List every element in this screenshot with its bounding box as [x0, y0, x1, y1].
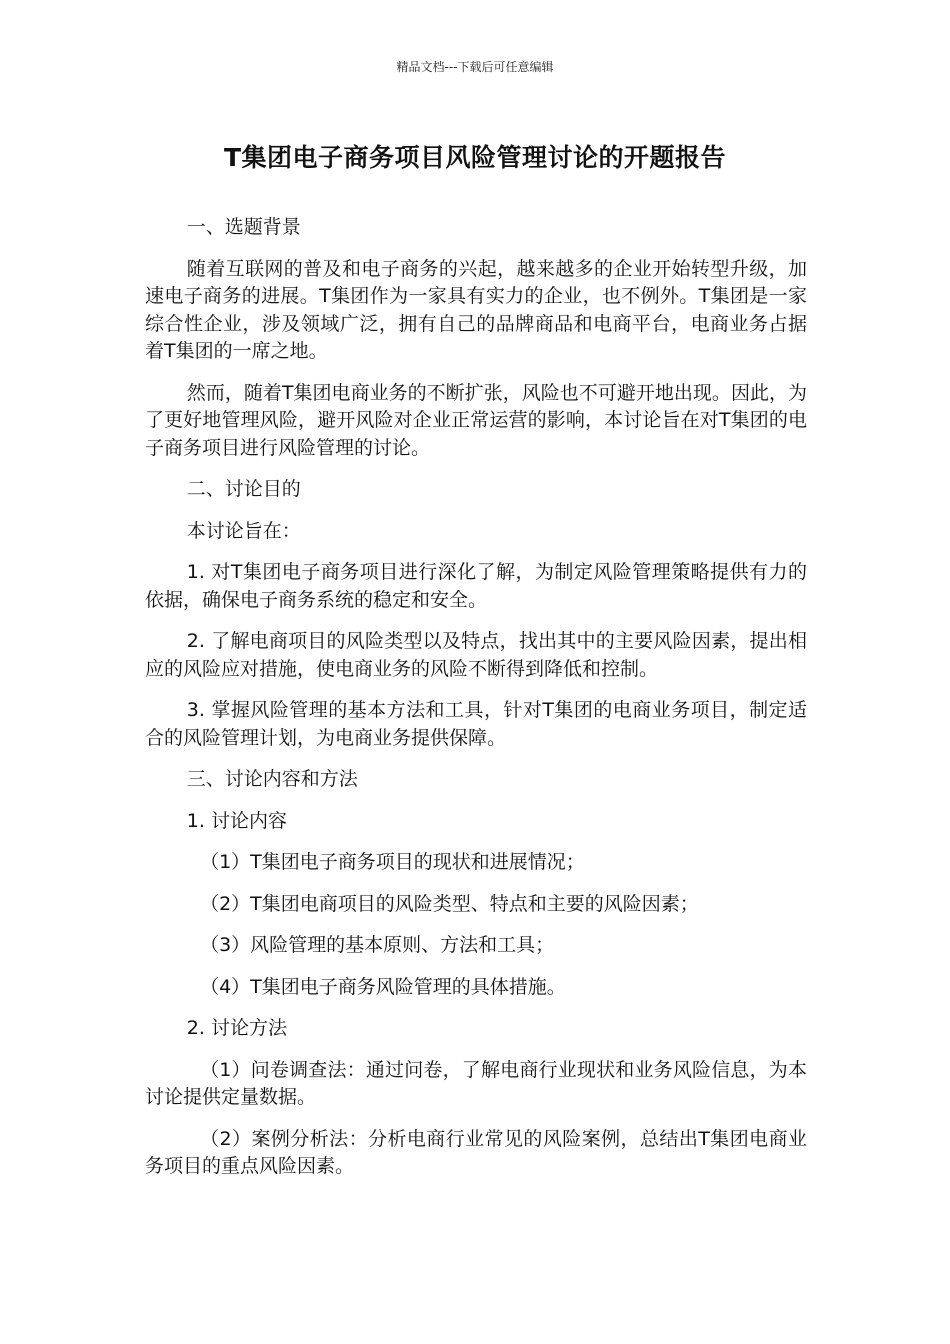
list-item-content-4: （4）T集团电子商务风险管理的具体措施。 [200, 975, 566, 998]
list-item-method-1: （1）问卷调查法：通过问卷，了解电商行业现状和业务风险信息，为本讨论提供定量数据。 [145, 1058, 807, 1108]
section-heading-purpose: 二、讨论目的 [186, 478, 301, 500]
subheading-content: 1. 讨论内容 [186, 809, 287, 832]
list-item-purpose-1: 1. 对T集团电子商务项目进行深化了解，为制定风险管理策略提供有力的依据，确保电子商务系统的稳定和安全。 [145, 561, 807, 611]
paragraph-background-2: 然而，随着T集团电商业务的不断扩张，风险也不可避开地出现。因此，为了更好地管理风险，避开风险对企业正常运营的影响，本讨论旨在对T集团的电子商务项目进行风险管理的讨论。 [145, 381, 807, 459]
list-item-purpose-3: 3. 掌握风险管理的基本方法和工具，针对T集团的电商业务项目，制定适合的风险管理计划，为电商业务提供保障。 [145, 699, 807, 749]
section-heading-content-method: 三、讨论内容和方法 [186, 768, 358, 790]
document-title: T集团电子商务项目风险管理讨论的开题报告 [223, 143, 727, 172]
header-note: 精品文档---下载后可任意编辑 [396, 60, 554, 74]
list-item-content-3: （3）风险管理的基本原则、方法和工具； [200, 934, 555, 956]
subheading-method: 2. 讨论方法 [186, 1017, 287, 1039]
list-item-method-2: （2）案例分析法：分析电商行业常见的风险案例，总结出T集团电商业务项目的重点风险因素。 [145, 1127, 807, 1177]
list-item-content-2: （2）T集团电商项目的风险类型、特点和主要的风险因素； [200, 892, 699, 915]
list-item-content-1: （1）T集团电子商务项目的现状和进展情况； [200, 851, 585, 873]
list-item-purpose-2: 2. 了解电商项目的风险类型以及特点，找出其中的主要风险因素，提出相应的风险应对措施，使电商业务的风险不断得到降低和控制。 [145, 630, 807, 680]
section-heading-background: 一、选题背景 [186, 216, 301, 238]
paragraph-background-1: 随着互联网的普及和电子商务的兴起，越来越多的企业开始转型升级，加速电子商务的进展。T集团作为一家具有实力的企业，也不例外。T集团是一家综合性企业，涉及领域广泛，拥有自己的品牌商品和电商平台，电商业务占据着T集团的一席之地。 [145, 257, 807, 362]
document-body [145, 214, 807, 1195]
paragraph-purpose-intro: 本讨论旨在： [186, 519, 301, 542]
